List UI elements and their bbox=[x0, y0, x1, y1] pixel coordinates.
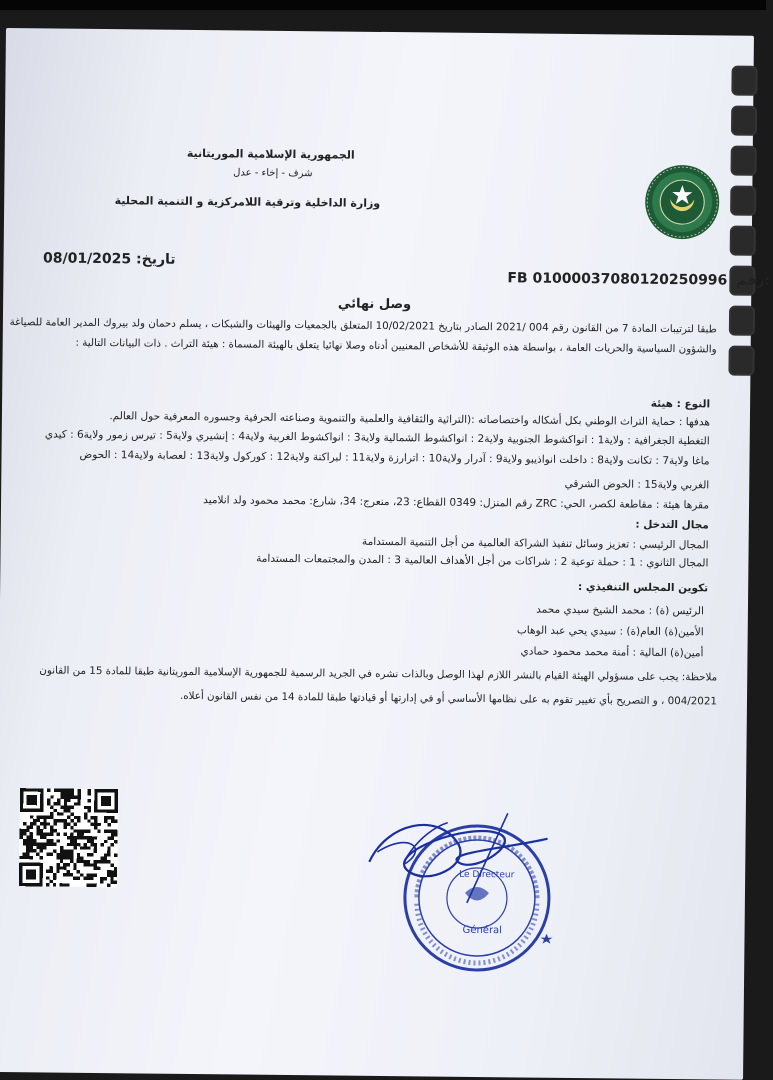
binder-ring bbox=[729, 306, 755, 336]
domain-heading: مجال التدخل : bbox=[635, 518, 709, 532]
reference-number: FB 01000037080120250996 bbox=[507, 270, 728, 289]
top-edge bbox=[0, 0, 766, 10]
council-heading: تكوين المجلس التنفيذي : bbox=[577, 581, 709, 595]
reference-line bbox=[507, 270, 770, 289]
binder-ring bbox=[730, 186, 756, 216]
intro-line-2: والشؤون السياسية والحريات العامة ، بواسطة هذه الوثيقة للأشخاص المعنيين أدناه وصلا نهائيا يتعلق بالهيئة المسماة : هيئة التراث . ذات البيانات التالية : bbox=[75, 336, 717, 356]
binder-ring bbox=[730, 146, 756, 176]
ministry-name: وزارة الداخلية وترقية اللامركزية و التنمية المحلية bbox=[114, 194, 381, 210]
field-goal: هدفها : حماية التراث الوطني بكل أشكاله واختصاصاته :(التراثية والثقافية والعلمية والتنموية وصناعته الحرفية وجسوره المعرفية حول العالم. bbox=[109, 410, 710, 429]
intro-line-1: طبقا لترتيبات المادة 7 من القانون رقم 004 /2021 الصادر بتاريخ 10/02/2021 المتعلق بالجمعيات والهيئات والشبكات ، يسلم دحمان ولد بيروك المدير العامة للصياغة bbox=[9, 316, 717, 336]
field-headquarters: مقرها هيئة : مقاطعة لكصر، الحي: ZRC رقم المنزل: 0349 القطاع: 23، منعرج: 34، شارع: محمد محمود ولد انلاميد bbox=[203, 494, 710, 512]
field-coverage-3: الغربي ولاية15 : الحوض الشرقي bbox=[564, 477, 710, 492]
council-treasurer: أمين(ة) المالية : أمنة محمد محمود حمادي bbox=[520, 645, 704, 660]
field-coverage-1: التغطية الجغرافية : ولاية1 : انواكشوط الجنوبية ولاية2 : انواكشوط الشمالية ولاية3 : انواكشوط الغربية ولاية4 : إنشيري ولاية5 : تيرس زمور ولاية6 : كيدي bbox=[44, 428, 710, 448]
national-emblem-seal bbox=[642, 163, 723, 242]
date-line bbox=[43, 250, 176, 267]
reference-label: رقم: bbox=[736, 272, 771, 290]
binder-ring bbox=[731, 66, 757, 96]
note-line-2: 004/2021 ، و التصريح بأي تغيير تقوم به على نظامها الأساسي أو في إدارتها أو قيادتها طبقا للمادة 14 من نفس القانون أعلاه. bbox=[179, 689, 718, 708]
document-page bbox=[0, 28, 771, 1080]
date-value: 08/01/2025 bbox=[42, 250, 132, 268]
republic-name: الجمهورية الإسلامية الموريتانية bbox=[186, 146, 355, 162]
date-label: تاريخ: bbox=[135, 251, 176, 268]
svg-text:Général: Général bbox=[462, 924, 503, 937]
field-coverage-2: ماغا ولاية7 : تكانت ولاية8 : داخلت انواذيبو ولاية9 : آدرار ولاية10 : اترارزة ولاية11 : لبراكنة ولاية12 : كوركول ولاية13 : لعصابة ولاية14 : الحوض bbox=[79, 448, 710, 468]
binder-ring bbox=[731, 106, 757, 136]
document-title: وصل نهائي bbox=[337, 296, 412, 313]
binder-ring bbox=[728, 346, 754, 376]
council-secretary-general: الأمين(ة) العام(ة) : سيدي يحي عبد الوهاب bbox=[516, 624, 704, 639]
council-president: الرئيس (ة) : محمد الشيخ سيدي محمد bbox=[536, 603, 704, 618]
main-domain: المجال الرئيسي : تعزيز وسائل تنفيذ الشراكة العالمية من أجل التنمية المستدامة bbox=[361, 535, 709, 552]
secondary-domain: المجال الثانوي : 1 : حملة توعية 2 : شراكات من أجل الأهداف العالمية 3 : المدن والمجتمعات المستدامة bbox=[256, 552, 709, 570]
national-motto: شرف - إخاء - عدل bbox=[233, 167, 313, 180]
svg-text:Le Directeur: Le Directeur bbox=[459, 869, 515, 881]
field-type: النوع : هيئة bbox=[650, 397, 711, 411]
note-line-1: ملاحظة: يجب على مسؤولي الهيئة القيام بالنشر اللازم لهذا الوصل وبالذات نشره في الجريد الرسمية للجمهورية الإسلامية الموريتانية طبقا للمادة 15 من القانون bbox=[39, 664, 718, 684]
binder-ring bbox=[730, 226, 756, 256]
qr-code bbox=[19, 788, 118, 887]
official-stamp-and-signature bbox=[346, 792, 588, 995]
